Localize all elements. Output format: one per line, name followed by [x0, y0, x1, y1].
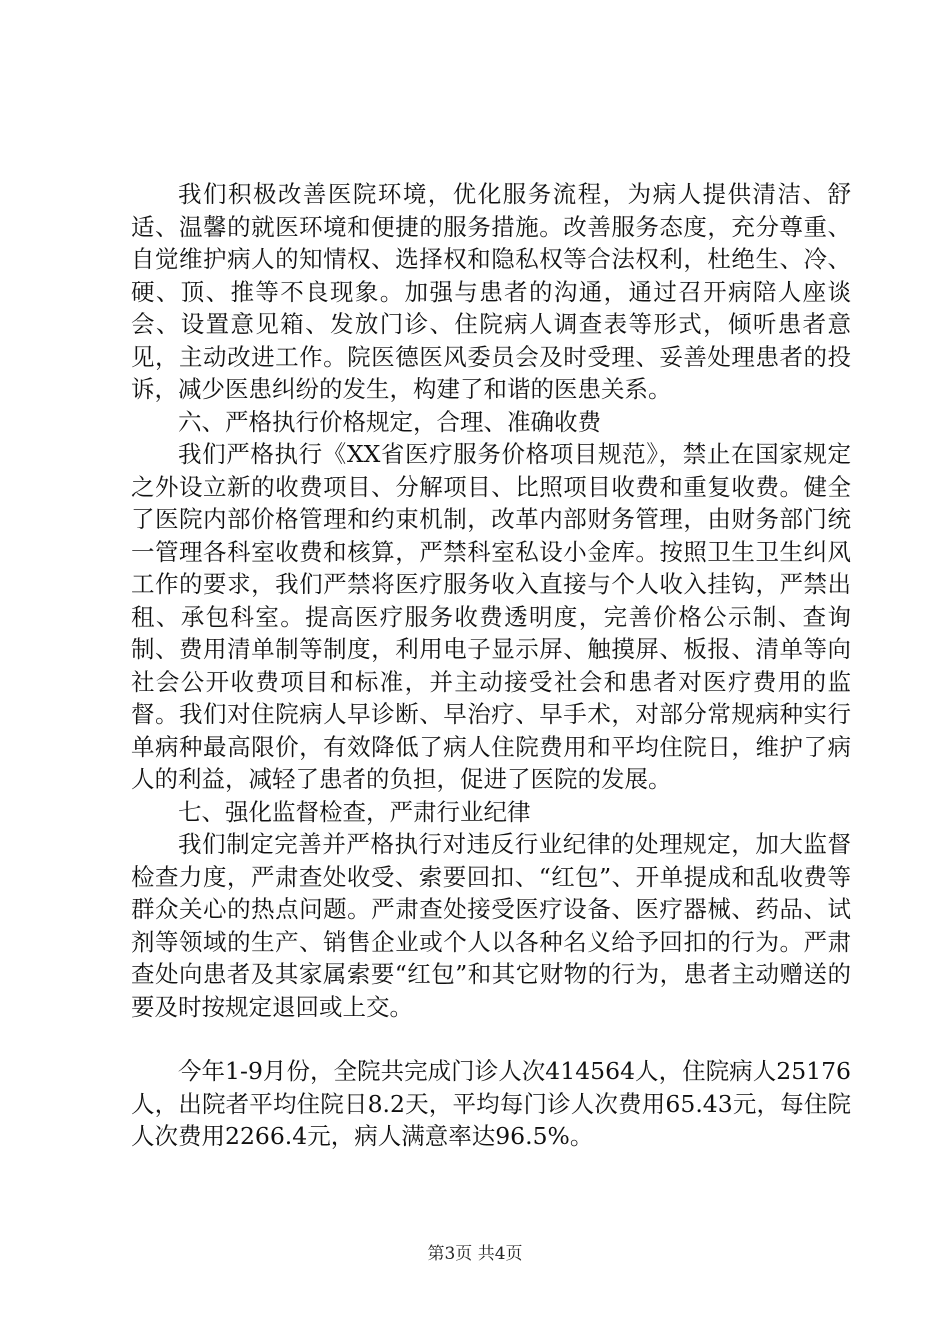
- paragraph-supervision: 我们制定完善并严格执行对违反行业纪律的处理规定，加大监督检查力度，严肃查处收受、索要回扣、“红包”、开单提成和乱收费等群众关心的热点问题。严肃查处接受医疗设备、医疗器械、药品、试剂等领域的生产、销售企业或个人以各种名义给予回扣的行为。严肃查处向患者及其家属索要“红包”和其它财物的行为，患者主动赠送的要及时按规定退回或上交。: [131, 830, 851, 1021]
- page-number-footer: 第3页 共4页: [427, 1244, 523, 1264]
- paragraph-statistics: 今年1-9月份，全院共完成门诊人次414564人，住院病人25176人，出院者平均住院日8.2天，平均每门诊人次费用65.43元，每住院人次费用2266.4元，病人满意率达96.5%。: [131, 1057, 851, 1150]
- section-heading-supervision: 七、强化监督检查，严肃行业纪律: [178, 797, 531, 826]
- paragraph-spacer: [131, 1023, 851, 1055]
- section-heading-pricing: 六、严格执行价格规定，合理、准确收费: [178, 407, 601, 436]
- paragraph-pricing: 我们严格执行《XX省医疗服务价格项目规范》，禁止在国家规定之外设立新的收费项目、分解项目、比照项目收费和重复收费。健全了医院内部价格管理和约束机制，改革内部财务管理，由财务部门统一管理各科室收费和核算，严禁科室私设小金库。按照卫生卫生纠风工作的要求，我们严禁将医疗服务收入直接与个人收入挂钩，严禁出租、承包科室。提高医疗服务收费透明度，完善价格公示制、查询制、费用清单制等制度，利用电子显示屏、触摸屏、板报、清单等向社会公开收费项目和标准，并主动接受社会和患者对医疗费用的监督。我们对住院病人早诊断、早治疗、早手术，对部分常规病种实行单病种最高限价，有效降低了病人住院费用和平均住院日，维护了病人的利益，减轻了患者的负担，促进了医院的发展。: [131, 440, 851, 793]
- paragraph-service-improvement: 我们积极改善医院环境，优化服务流程，为病人提供清洁、舒适、温馨的就医环境和便捷的服务措施。改善服务态度，充分尊重、自觉维护病人的知情权、选择权和隐私权等合法权利，杜绝生、冷、硬、顶、推等不良现象。加强与患者的沟通，通过召开病陪人座谈会、设置意见箱、发放门诊、住院病人调查表等形式，倾听患者意见，主动改进工作。院医德医风委员会及时受理、妥善处理患者的投诉，减少医患纠纷的发生，构建了和谐的医患关系。: [131, 180, 851, 403]
- document-body: [131, 178, 851, 1153]
